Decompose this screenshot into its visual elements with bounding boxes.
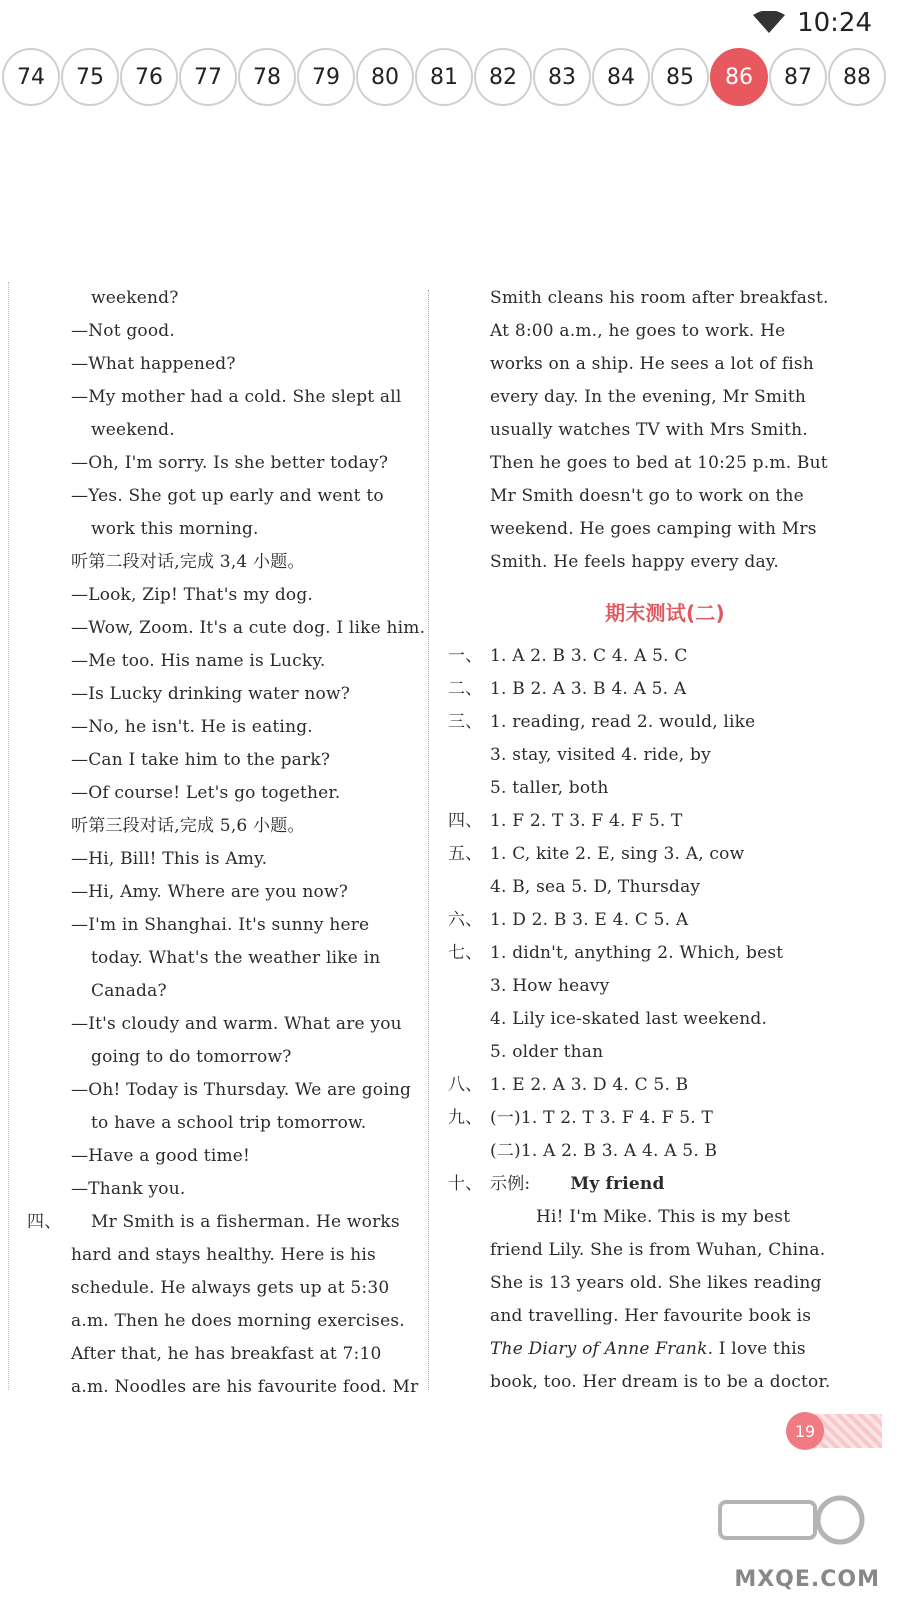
page-chip-76[interactable]: 76	[120, 48, 178, 106]
answer-row	[440, 739, 840, 772]
essay-line	[440, 1333, 822, 1366]
book-title: The Diary of Anne Frank	[490, 1339, 708, 1359]
passage-line	[9, 1272, 428, 1305]
answer-text: 5. taller, both	[490, 778, 609, 798]
dialogue-line: —Hi, Bill! This is Amy.	[71, 849, 268, 869]
dialogue-line: —Oh! Today is Thursday. We are going	[71, 1080, 412, 1100]
section-mark	[9, 1371, 71, 1404]
dialogue-line: —I'm in Shanghai. It's sunny here	[71, 915, 370, 935]
dialogue-line: —No, he isn't. He is eating.	[71, 717, 313, 737]
dialogue-line: —Thank you.	[71, 1179, 186, 1199]
passage-text: After that, he has breakfast at 7:10	[71, 1344, 382, 1364]
dialogue-line: —Oh, I'm sorry. Is she better today?	[71, 453, 389, 473]
passage-line: every day. In the evening, Mr Smith	[490, 387, 807, 407]
answer-text: 1. B 2. A 3. B 4. A 5. A	[490, 679, 687, 699]
page-chip-87[interactable]: 87	[769, 48, 827, 106]
answer-text: 1. E 2. A 3. D 4. C 5. B	[490, 1075, 689, 1095]
page-chip-79[interactable]: 79	[297, 48, 355, 106]
dialogue-line: going to do tomorrow?	[91, 1047, 292, 1067]
answer-text: 1. D 2. B 3. E 4. C 5. A	[490, 910, 689, 930]
essay-line: friend Lily. She is from Wuhan, China.	[490, 1240, 826, 1260]
essay-line: and travelling. Her favourite book is	[490, 1306, 812, 1326]
section-mark	[440, 1135, 490, 1168]
answer-row	[440, 805, 840, 838]
answer-text: 1. A 2. B 3. C 4. A 5. C	[490, 646, 688, 666]
section-mark	[440, 970, 490, 1003]
section-mark: 十、	[448, 1174, 483, 1194]
example-label: 示例:	[490, 1174, 531, 1194]
dialogue-line: —It's cloudy and warm. What are you	[71, 1014, 402, 1034]
passage-line: usually watches TV with Mrs Smith.	[490, 420, 808, 440]
section-mark	[440, 772, 490, 805]
answer-text: 4. B, sea 5. D, Thursday	[490, 877, 701, 897]
page-chip-85[interactable]: 85	[651, 48, 709, 106]
page-chip-88[interactable]: 88	[828, 48, 886, 106]
passage-text: a.m. Noodles are his favourite food. Mr	[71, 1377, 419, 1397]
passage-line	[9, 1371, 428, 1404]
dialogue-line: —Not good.	[71, 321, 175, 341]
dialogue-line: work this morning.	[91, 519, 259, 539]
answer-row	[440, 937, 840, 970]
section-mark: 四、	[27, 1212, 62, 1232]
section-mark: 四、	[448, 811, 483, 831]
section-mark: 三、	[448, 712, 483, 732]
passage-line: Mr Smith doesn't go to work on the	[490, 486, 804, 506]
status-bar	[0, 0, 900, 48]
answer-text: (二)1. A 2. B 3. A 4. A 5. B	[490, 1141, 718, 1161]
passage-text: Mr Smith is a fisherman. He works	[91, 1212, 400, 1232]
answer-text: (一)1. T 2. T 3. F 4. F 5. T	[490, 1108, 714, 1128]
essay-line: book, too. Her dream is to be a doctor.	[490, 1372, 831, 1392]
answer-row	[440, 673, 840, 706]
answer-row	[440, 706, 840, 739]
page-chip-81[interactable]: 81	[415, 48, 473, 106]
dialogue-line: —What happened?	[71, 354, 236, 374]
dialogue-line: —Of course! Let's go together.	[71, 783, 341, 803]
essay-text: . I love this	[707, 1339, 806, 1359]
clock: 10:24	[797, 8, 872, 38]
dialogue-line: —Can I take him to the park?	[71, 750, 331, 770]
passage-line	[9, 1239, 428, 1272]
dialogue-line: —Me too. His name is Lucky.	[71, 651, 326, 671]
column-divider	[428, 290, 429, 1390]
section-mark	[9, 1338, 71, 1371]
section-instruction: 听第二段对话,完成 3,4 小题。	[71, 552, 305, 572]
page-chip-74[interactable]: 74	[2, 48, 60, 106]
dialogue-line: —Wow, Zoom. It's a cute dog. I like him.	[71, 618, 426, 638]
passage-text: schedule. He always gets up at 5:30	[71, 1278, 390, 1298]
dialogue-line: —Is Lucky drinking water now?	[71, 684, 351, 704]
page-chip-80[interactable]: 80	[356, 48, 414, 106]
section-mark	[440, 1003, 490, 1036]
page-number: 19	[786, 1412, 824, 1450]
section-mark	[440, 871, 490, 904]
answer-row	[440, 1135, 840, 1168]
passage-line: Smith. He feels happy every day.	[490, 552, 779, 572]
page-chip-83[interactable]: 83	[533, 48, 591, 106]
dialogue-line: —Yes. She got up early and went to	[71, 486, 384, 506]
passage-line: Smith cleans his room after breakfast.	[490, 288, 829, 308]
section-mark: 二、	[448, 679, 483, 699]
right-column	[440, 282, 840, 1399]
answer-row	[440, 1036, 840, 1069]
answer-text: 1. C, kite 2. E, sing 3. A, cow	[490, 844, 745, 864]
passage-line	[9, 1206, 428, 1239]
wifi-icon	[751, 11, 787, 35]
section-mark	[9, 1272, 71, 1305]
section-mark: 五、	[448, 844, 483, 864]
passage-line: At 8:00 a.m., he goes to work. He	[490, 321, 786, 341]
answer-row	[440, 640, 840, 673]
section-mark: 八、	[448, 1075, 483, 1095]
page-chip-75[interactable]: 75	[61, 48, 119, 106]
passage-line: works on a ship. He sees a lot of fish	[490, 354, 814, 374]
dialogue-line: —Have a good time!	[71, 1146, 251, 1166]
section-mark	[9, 1305, 71, 1338]
passage-line	[9, 1305, 428, 1338]
answer-text: 3. How heavy	[490, 976, 610, 996]
dialogue-line: today. What's the weather like in	[91, 948, 381, 968]
essay-title: My friend	[570, 1174, 665, 1194]
watermark-text: MXQE.COM	[734, 1567, 880, 1592]
answer-row	[440, 904, 840, 937]
section-mark	[440, 1036, 490, 1069]
dialogue-line: to have a school trip tomorrow.	[91, 1113, 367, 1133]
section-instruction: 听第三段对话,完成 5,6 小题。	[71, 816, 305, 836]
page-chip-86[interactable]: 86	[710, 48, 768, 106]
answer-text: 5. older than	[490, 1042, 604, 1062]
answer-text: 1. didn't, anything 2. Which, best	[490, 943, 784, 963]
page-chip-78[interactable]: 78	[238, 48, 296, 106]
answer-row	[440, 838, 840, 871]
essay-line: Hi! I'm Mike. This is my best	[536, 1207, 791, 1227]
answer-text: 1. reading, read 2. would, like	[490, 712, 756, 732]
dialogue-line: Canada?	[91, 981, 167, 1001]
answer-text: 4. Lily ice-skated last weekend.	[490, 1009, 768, 1029]
answer-row	[440, 1168, 840, 1201]
left-column	[8, 282, 428, 1397]
passage-text: a.m. Then he does morning exercises.	[71, 1311, 405, 1331]
test-title: 期末测试(二)	[605, 601, 725, 625]
page-selector	[0, 48, 900, 112]
passage-text: hard and stays healthy. Here is his	[71, 1245, 376, 1265]
passage-line: weekend. He goes camping with Mrs	[490, 519, 817, 539]
section-mark: 一、	[448, 646, 483, 666]
answer-row	[440, 970, 840, 1003]
essay-line: She is 13 years old. She likes reading	[490, 1273, 822, 1293]
page-chip-77[interactable]: 77	[179, 48, 237, 106]
answer-row	[440, 871, 840, 904]
answer-row	[440, 772, 840, 805]
section-mark: 七、	[448, 943, 483, 963]
dialogue-line: —Look, Zip! That's my dog.	[71, 585, 314, 605]
answer-text: 3. stay, visited 4. ride, by	[490, 745, 711, 765]
section-mark	[9, 1239, 71, 1272]
answer-row	[440, 1003, 840, 1036]
dialogue-line: —My mother had a cold. She slept all	[71, 387, 402, 407]
page-chip-82[interactable]: 82	[474, 48, 532, 106]
dialogue-line: weekend.	[91, 420, 175, 440]
dialogue-line: weekend?	[91, 288, 179, 308]
answer-text: 1. F 2. T 3. F 4. F 5. T	[490, 811, 683, 831]
answer-row	[440, 1069, 840, 1102]
page-chip-84[interactable]: 84	[592, 48, 650, 106]
answer-row	[440, 1102, 840, 1135]
dialogue-line: —Hi, Amy. Where are you now?	[71, 882, 349, 902]
section-mark: 九、	[448, 1108, 483, 1128]
section-mark	[440, 739, 490, 772]
passage-line	[9, 1338, 428, 1371]
section-mark: 六、	[448, 910, 483, 930]
passage-line: Then he goes to bed at 10:25 p.m. But	[490, 453, 828, 473]
